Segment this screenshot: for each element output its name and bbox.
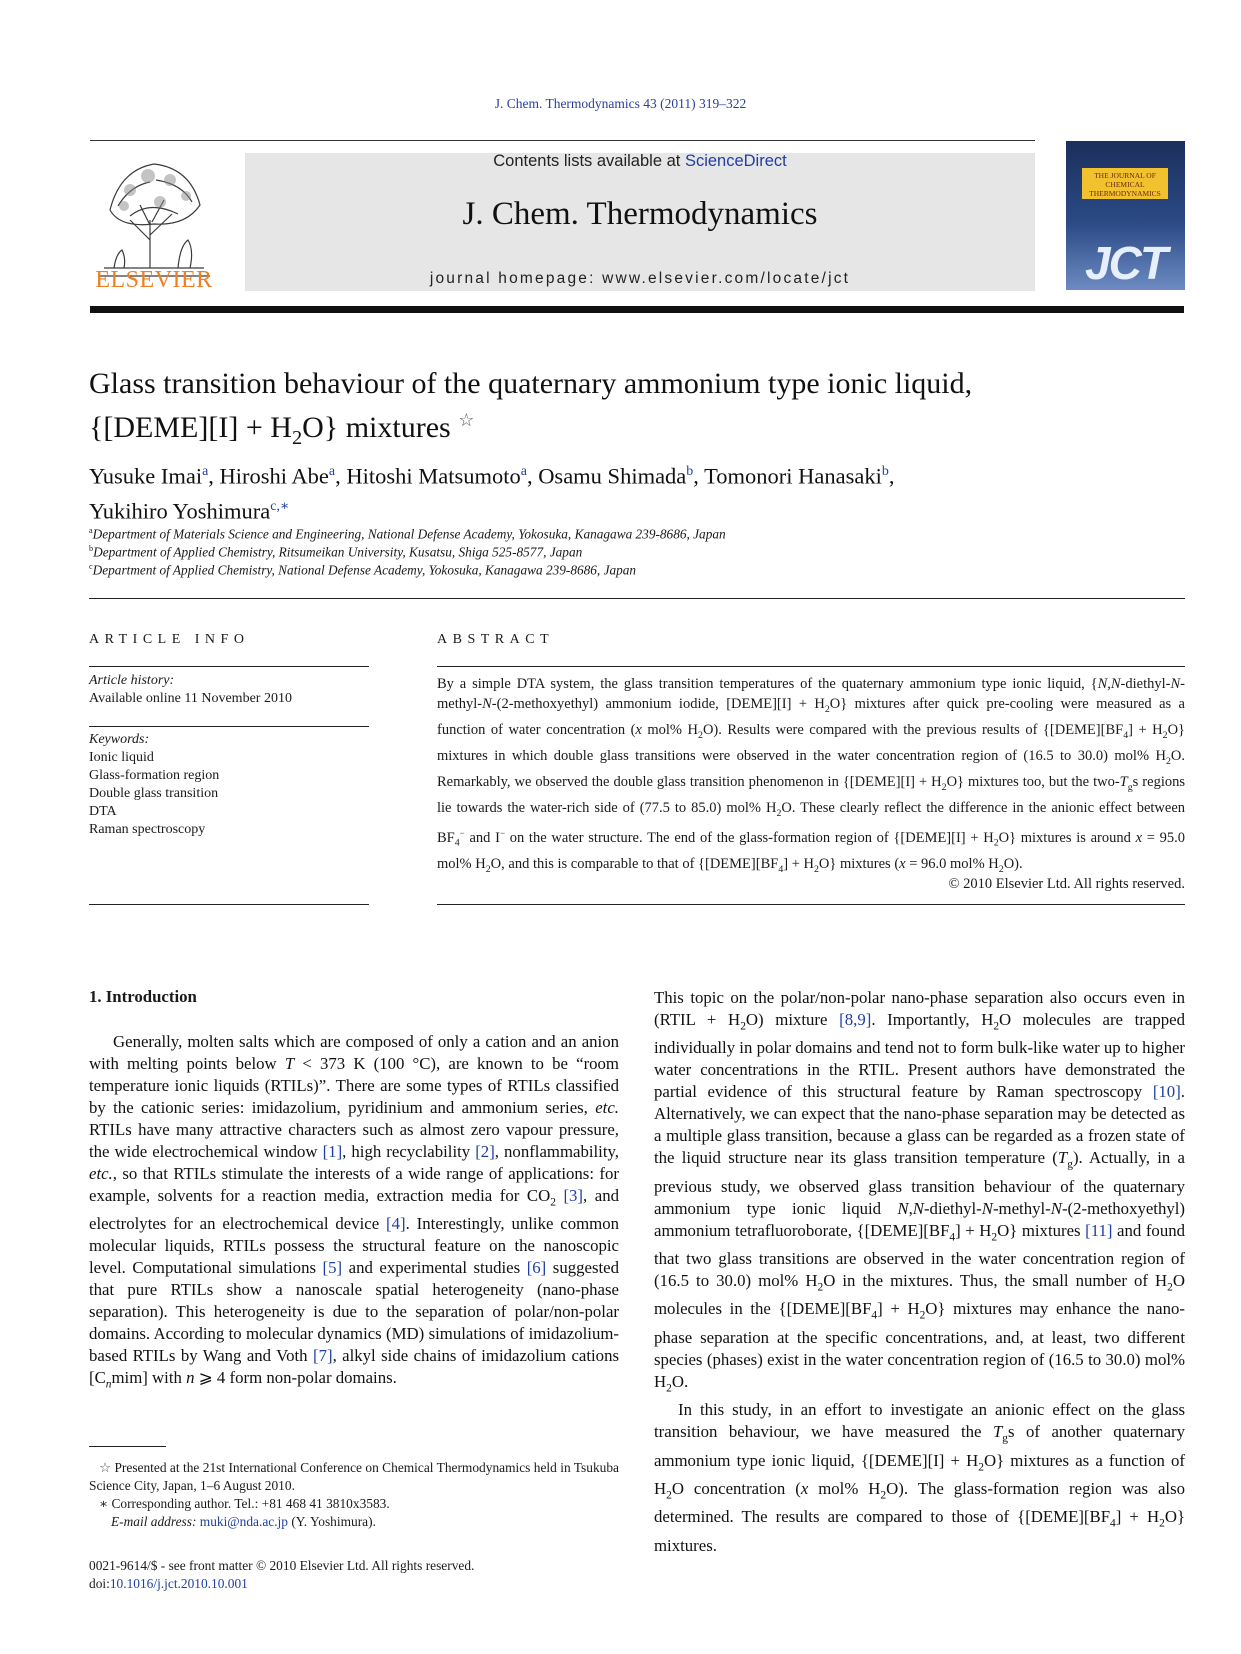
body-column-right: This topic on the polar/non-polar nano-phase separation also occurs even in (RTIL + $H_2O$) mixture [8,9]. Importantly, $H_2O$ molecules are trapped individually in polar domains and tend not to form bulk-like water up to higher water concentrations in the RTIL. Present authors have demonstrated the partial evidence of this structural feature by Raman spectroscopy [10]. Alternatively, we can expect that the nano-phase separation may be detected as a multiple glass transition, because a glass can be regarded as a frozen state of the liquid structure near its glass transition temperature $(T_g)$. Actually, in a previous study, we observed glass transition behaviour of the quaternary ammonium type ionic liquid N,N-diethyl-N-methyl-N-(2-methoxyethyl) ammonium tetrafluoroborate, $\{[DEME][BF_4] + H_2O\}$ mixtures [11] and found that two glass transitions are observed in the water concentration region of (16.5 to 30.0) mol% $H_2O$ in the mixtures. Thus, the small number of $H_2O$ molecules in the $\{[DEME][BF_4] + H_2O\}$ mixtures may enhance the nano-phase separation at the specific concentrations, and, at least, two different species (phases) exist in the water concentration region of (16.5 to 30.0) mol% $H_2O$. In this study, in an effort to investigate an anionic effect on the glass transition behaviour, we have measured the $T_gs$ of another quaternary ammonium type ionic liquid, {[DEME][I] + $H_2O$} mixtures as a function of $H_2O$ concentration (x mol% $H_2O$). The glass-formation region was also determined. The results are compared to those of $\{[DEME][BF_4] + H_2O\}$ mixtures. [654,988,1186,1555]
author: Hiroshi Abe [219,463,329,489]
journal-homepage[interactable]: journal homepage: www.elsevier.com/locate/jct [429,270,851,287]
divider [437,904,1185,905]
sciencedirect-link[interactable]: ScienceDirect [684,152,787,170]
citation-link[interactable]: [1] [322,1142,343,1161]
citation-link[interactable]: [7] [312,1346,333,1366]
keyword: Double glass transition [89,786,219,801]
page-footer: 0021-9614/$ - see front matter © 2010 Elsevier Ltd. All rights reserved. doi:10.1016/j.jct.2010.10.001 [89,1558,475,1591]
author-affil-link[interactable]: a [520,464,527,479]
citation-link[interactable]: [6] [526,1258,547,1278]
email-link[interactable]: muki@nda.ac.jp [199,1514,288,1529]
author-affil-link[interactable]: b [686,464,694,479]
author: Osamu Shimada [538,463,687,489]
body-column-left: Generally, molten salts which are composed of only a cation and an anion with melting points below T < 373 K (100 °C), are known to be “room temperature ionic liquids (RTILs)”. There are some types of RTILs classified by the cationic series: imidazolium, pyridinium and ammonium series, etc. RTILs have many attractive characters such as almost zero vapour pressure, the wide electrochemical window [1], high recyclability [2], nonflammability, etc., so that RTILs stimulate the interests of a wide range of applications: for example, solvents for a reaction media, extraction media for $CO_2$ [3], and electrolytes for an electrochemical device [4]. Interestingly, unlike common molecular liquids, RTILs possess the structural feature on the nanoscopic level. Computational simulations [5] and experimental studies [6] suggested that pure RTILs show a nanoscale spatial heterogeneity (nano-phase separation). This heterogeneity is due to the separation of polar/non-polar domains. According to molecular dynamics (MD) simulations of imidazolium-based RTILs by Wang and Voth [7], alkyl side chains of imidazolium cations $[C_nmim]$ with n ⩾ 4 form non-polar domains. [89,1032,619,1391]
author-list: Yusuke Imai$^a$, Hiroshi Abe$^a$, Hitoshi Matsumoto$^a$, Osamu Shimada$^b$, Tomonori Hanasaki$^b$, Yukihiro Yoshimura$^{c,∗}$ [89,463,895,523]
elsevier-wordmark: ELSEVIER [95,267,213,293]
footnote-rule [89,1446,166,1447]
running-head[interactable]: J. Chem. Thermodynamics 43 (2011) 319–322 [494,96,747,111]
citation-link[interactable]: [5] [322,1258,343,1278]
divider [89,904,369,905]
keywords: Keywords: Ionic liquid Glass-formation region Double glass transition DTA Raman spectroscopy [89,731,369,839]
journal-cover-abbrev: JCT [1085,237,1166,289]
keyword: Glass-formation region [89,768,220,783]
affiliation: $^a$Department of Materials Science and Engineering, National Defense Academy, Yokosuka, Kanagawa 239-8686, Japan [89,526,726,542]
article-info-heading: ARTICLE INFO [89,632,250,647]
keyword: Raman spectroscopy [89,822,206,837]
abstract-text: By a simple DTA system, the glass transition temperatures of the quaternary ammonium type ionic liquid, {N,N-diethyl-N-methyl-N-(2-methoxyethyl) ammonium iodide, [DEME][I] + $H_2O$} mixtures after quick pre-cooling were measured as a function of water concentration (x mol% $H_2O$). Results were compared with the previous results of $\{[DEME][BF_4] + H_2O\}$ mixtures in which double glass transitions were observed in the water concentration region of (16.5 to 30.0) mol% $H_2O$. Remarkably, we observed the double glass transition phenomenon in {[DEME][I] + $H_2O$} mixtures too, but the two-$T_gs$ regions lie towards the water-rich side of (77.5 to 85.0) mol% $H_2O$. These clearly reflect the difference in the anionic effect between $BF_4^-$ and I− on the water structure. The end of the glass-formation region of {[DEME][I] + $H_2O$} mixtures is around x = 95.0 mol% $H_2O$, and this is comparable to that of $\{[DEME][BF_4] + H_2O\}$ mixtures (x = 96.0 mol% $H_2O$). [437,676,1186,876]
author: Yusuke Imai [89,463,203,489]
journal-title: J. Chem. Thermodynamics [462,196,818,232]
keyword: DTA [89,804,117,819]
citation-link[interactable]: [3] [563,1186,584,1205]
citation-link[interactable]: [11] [1085,1220,1113,1240]
citation-link[interactable]: [10] [1152,1082,1181,1102]
divider [437,666,1185,667]
divider [89,726,369,727]
divider [89,598,1185,599]
author-affil-link[interactable]: a [328,464,336,479]
affiliation: $^b$Department of Applied Chemistry, Ritsumeikan University, Kusatsu, Shiga 525-8577, Japan [89,544,583,560]
citation-link[interactable]: [8,9] [839,1010,872,1029]
author: Tomonori Hanasaki [704,463,882,489]
journal-cover-label: THE JOURNAL OF CHEMICAL THERMODYNAMICS [1082,168,1168,199]
contents-line: Contents lists available at ScienceDirect [493,152,787,170]
abstract-heading: ABSTRACT [437,632,555,647]
divider [89,666,369,667]
author-affil-link[interactable]: b [881,464,889,479]
keyword: Ionic liquid [89,750,154,765]
citation-link[interactable]: [4] [386,1214,406,1234]
section-heading: 1. Introduction [89,987,197,1006]
author: Yukihiro Yoshimura [89,498,271,523]
copyright: © 2010 Elsevier Ltd. All rights reserved. [948,876,1185,892]
header-top-rule [90,140,1035,141]
footnotes: ☆ Presented at the 21st International Conference on Chemical Thermodynamics held in Tsukuba Science City, Japan, 1–6 August 2010. ∗ Corresponding author. Tel.: +81 468 41 3810x3583. E-mail address: muki@nda.ac.jp (Y. Yoshimura). [89,1460,619,1529]
header-bottom-rule [90,306,1184,313]
article-history: Article history: Available online 11 November 2010 [89,673,292,706]
author-affil-link[interactable]: a [202,464,209,479]
doi-link[interactable]: 10.1016/j.jct.2010.10.001 [109,1576,248,1591]
citation-link[interactable]: [2] [475,1142,495,1161]
author-affil-link[interactable]: c,∗ [270,498,290,514]
affiliation: $^c$Department of Applied Chemistry, National Defense Academy, Yokosuka, Kanagawa 239-8686, Japan [89,562,637,578]
article-title: Glass transition behaviour of the quaternary ammonium type ionic liquid, {[DEME][I] + $H_2O$} mixtures ☆ [89,367,973,449]
title-star-note[interactable]: ☆ [458,410,475,430]
author: Hitoshi Matsumoto [346,463,521,489]
